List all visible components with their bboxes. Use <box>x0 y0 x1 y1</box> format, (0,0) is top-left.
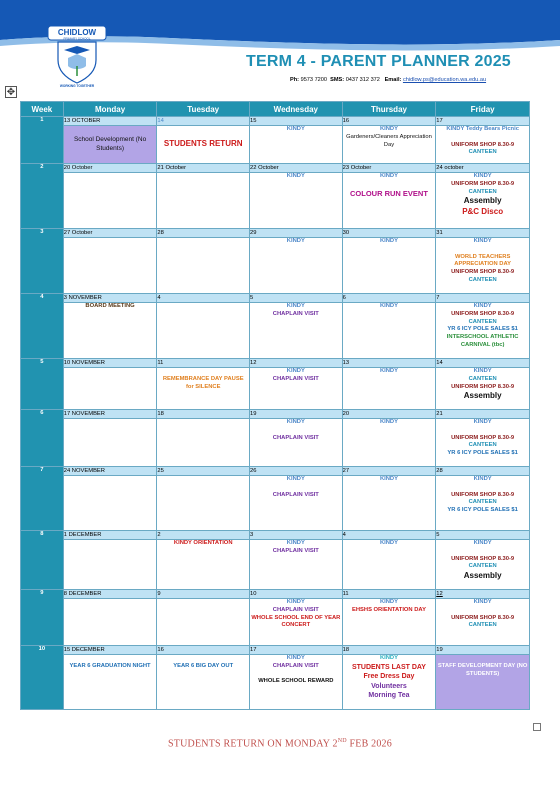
date-cell: 5 <box>436 531 530 540</box>
event-cell: KINDY <box>342 303 436 359</box>
event-cell: BOARD MEETING <box>63 303 157 359</box>
col-monday: Monday <box>63 102 157 117</box>
event-cell: KINDY CHAPLAIN VISIT WHOLE SCHOOL REWARD <box>250 655 343 710</box>
event-cell: KINDY <box>250 126 343 164</box>
footer-sup: ND <box>337 738 347 744</box>
date-cell: 28 <box>157 229 250 238</box>
email-link[interactable]: chidlow.ps@education.wa.edu.au <box>402 77 487 83</box>
date-cell: 18 <box>342 646 436 655</box>
contact-line <box>290 77 486 83</box>
event-cell: KINDY CANTEEN UNIFORM SHOP 8.30-9 Assembly <box>436 368 530 410</box>
event-cell: KINDY UNIFORM SHOP 8.30-9 CANTEEN YR 6 ICY POLE SALES $1 <box>436 419 530 467</box>
event-cell: STUDENTS RETURN <box>157 126 250 164</box>
date-cell: 26 <box>250 467 343 476</box>
event-cell: KINDY STUDENTS LAST DAY Free Dress Day Volunteers Morning Tea <box>342 655 436 710</box>
week-number: 4 <box>21 294 64 359</box>
date-row <box>21 117 530 126</box>
event-cell: KINDY <box>342 476 436 531</box>
event-cell: KINDY <box>342 238 436 294</box>
event-cell: KINDY WORLD TEACHERS APPRECIATION DAY UNIFORM SHOP 8.30-9 CANTEEN <box>436 238 530 294</box>
date-cell: 29 <box>250 229 343 238</box>
date-row <box>21 164 530 173</box>
event-cell <box>63 368 157 410</box>
header-row <box>21 102 530 117</box>
date-cell: 20 October <box>63 164 157 173</box>
date-cell: 12 <box>436 590 530 599</box>
event-row <box>21 599 530 646</box>
event-cell: KINDY CHAPLAIN VISIT WHOLE SCHOOL END OF YEAR CONCERT <box>250 599 343 646</box>
week-number: 8 <box>21 531 64 590</box>
date-cell: 8 DECEMBER <box>63 590 157 599</box>
phone-label: Ph: <box>290 77 300 83</box>
table-move-handle-icon[interactable]: ✥ <box>6 87 16 98</box>
event-row <box>21 238 530 294</box>
sms-label: SMS: <box>330 77 345 83</box>
event-cell: KINDY CHAPLAIN VISIT <box>250 419 343 467</box>
date-cell: 17 <box>250 646 343 655</box>
event-cell: KINDY UNIFORM SHOP 8.30-9 CANTEEN YR 6 ICY POLE SALES $1 INTERSCHOOL ATHLETIC CARNIVAL (tbc) <box>436 303 530 359</box>
date-cell: 15 DECEMBER <box>63 646 157 655</box>
date-cell: 22 October <box>250 164 343 173</box>
date-cell: 15 <box>250 117 343 126</box>
event-cell <box>157 419 250 467</box>
event-cell <box>157 599 250 646</box>
event-cell: KINDY UNIFORM SHOP 8.30-9 CANTEEN <box>436 599 530 646</box>
date-cell: 27 <box>342 467 436 476</box>
event-cell: KINDY ORIENTATION <box>157 540 250 590</box>
event-cell: KINDY <box>342 368 436 410</box>
event-cell: KINDY EHSHS ORIENTATION DAY <box>342 599 436 646</box>
event-row <box>21 173 530 229</box>
event-cell <box>157 238 250 294</box>
email-label: Email: <box>384 77 402 83</box>
week-number: 6 <box>21 410 64 467</box>
date-cell: 24 NOVEMBER <box>63 467 157 476</box>
week-number: 3 <box>21 229 64 294</box>
logo-school-name: CHIDLOW <box>57 28 97 37</box>
date-cell: 19 <box>436 646 530 655</box>
footer-prefix: STUDENTS RETURN ON MONDAY 2 <box>168 738 338 750</box>
date-cell: 13 OCTOBER <box>63 117 157 126</box>
event-row <box>21 540 530 590</box>
date-cell: 18 <box>157 410 250 419</box>
event-cell: KINDY UNIFORM SHOP 8.30-9 CANTEEN Assembly <box>436 540 530 590</box>
event-cell <box>63 419 157 467</box>
date-cell: 17 <box>436 117 530 126</box>
week-number: 9 <box>21 590 64 646</box>
date-cell: 3 NOVEMBER <box>63 294 157 303</box>
date-cell: 13 <box>342 359 436 368</box>
date-cell: 1 DECEMBER <box>63 531 157 540</box>
school-logo <box>46 24 108 88</box>
date-cell: 4 <box>342 531 436 540</box>
event-row <box>21 655 530 710</box>
event-cell <box>157 173 250 229</box>
date-cell: 5 <box>250 294 343 303</box>
date-cell: 17 NOVEMBER <box>63 410 157 419</box>
event-cell <box>63 540 157 590</box>
date-cell: 16 <box>342 117 436 126</box>
event-cell <box>157 303 250 359</box>
col-wednesday: Wednesday <box>250 102 343 117</box>
week-number: 2 <box>21 164 64 229</box>
date-cell: 11 <box>342 590 436 599</box>
event-row <box>21 368 530 410</box>
event-cell: KINDY UNIFORM SHOP 8.30-9 CANTEEN YR 6 ICY POLE SALES $1 <box>436 476 530 531</box>
col-friday: Friday <box>436 102 530 117</box>
date-row <box>21 590 530 599</box>
event-cell: YEAR 6 GRADUATION NIGHT <box>63 655 157 710</box>
week-number: 7 <box>21 467 64 531</box>
date-cell: 14 <box>157 117 250 126</box>
date-cell: 6 <box>342 294 436 303</box>
logo-school-sub: PRIMARY SCHOOL <box>63 36 91 41</box>
planner-table <box>20 101 530 710</box>
event-cell: STAFF DEVELOPMENT DAY (NO STUDENTS) <box>436 655 530 710</box>
event-cell: KINDY CHAPLAIN VISIT <box>250 368 343 410</box>
date-cell: 30 <box>342 229 436 238</box>
date-cell: 31 <box>436 229 530 238</box>
event-cell <box>63 599 157 646</box>
date-cell: 21 October <box>157 164 250 173</box>
date-cell: 24 october <box>436 164 530 173</box>
week-number: 1 <box>21 117 64 164</box>
footer-suffix: FEB 2026 <box>346 738 392 750</box>
event-cell: School Development (No Students) <box>63 126 157 164</box>
date-cell: 14 <box>436 359 530 368</box>
date-row <box>21 467 530 476</box>
event-cell: KINDY <box>342 419 436 467</box>
col-thursday: Thursday <box>342 102 436 117</box>
sms-value: 0437 312 372 <box>345 77 380 83</box>
logo-motto: WORKING TOGETHER <box>59 84 95 88</box>
date-cell: 20 <box>342 410 436 419</box>
event-row <box>21 126 530 164</box>
event-cell: KINDY <box>250 238 343 294</box>
event-row <box>21 476 530 531</box>
date-row <box>21 359 530 368</box>
date-cell: 10 NOVEMBER <box>63 359 157 368</box>
date-cell: 7 <box>436 294 530 303</box>
date-cell: 27 October <box>63 229 157 238</box>
date-cell: 21 <box>436 410 530 419</box>
date-cell: 23 October <box>342 164 436 173</box>
date-row <box>21 229 530 238</box>
date-row <box>21 294 530 303</box>
event-row <box>21 303 530 359</box>
event-cell: KINDY CHAPLAIN VISIT <box>250 476 343 531</box>
event-cell: KINDY Gardeners/Cleaners Appreciation Day <box>342 126 436 164</box>
date-row <box>21 531 530 540</box>
col-tuesday: Tuesday <box>157 102 250 117</box>
phone-value: 9573 7200 <box>300 77 328 83</box>
table-resize-handle[interactable] <box>533 723 541 731</box>
date-cell: 2 <box>157 531 250 540</box>
page-title: TERM 4 - PARENT PLANNER 2025 <box>246 53 511 70</box>
date-cell: 28 <box>436 467 530 476</box>
date-cell: 25 <box>157 467 250 476</box>
event-row <box>21 419 530 467</box>
date-cell: 3 <box>250 531 343 540</box>
event-cell: KINDY CHAPLAIN VISIT <box>250 540 343 590</box>
week-number: 5 <box>21 359 64 410</box>
date-cell: 10 <box>250 590 343 599</box>
event-cell: KINDY UNIFORM SHOP 8.30-9 CANTEEN Assembly P&C Disco <box>436 173 530 229</box>
event-cell: REMEMBRANCE DAY PAUSE for SILENCE <box>157 368 250 410</box>
date-cell: 9 <box>157 590 250 599</box>
footer-note <box>0 738 560 749</box>
event-cell: KINDY Teddy Bears Picnic UNIFORM SHOP 8.30-9 CANTEEN <box>436 126 530 164</box>
date-cell: 11 <box>157 359 250 368</box>
date-cell: 19 <box>250 410 343 419</box>
event-cell <box>157 476 250 531</box>
event-cell: KINDY <box>342 540 436 590</box>
event-cell: KINDY <box>250 173 343 229</box>
event-cell <box>63 238 157 294</box>
date-row <box>21 646 530 655</box>
event-cell <box>63 173 157 229</box>
date-cell: 4 <box>157 294 250 303</box>
event-cell <box>63 476 157 531</box>
event-cell: YEAR 6 BIG DAY OUT <box>157 655 250 710</box>
event-cell: KINDY COLOUR RUN EVENT <box>342 173 436 229</box>
event-cell: KINDY CHAPLAIN VISIT <box>250 303 343 359</box>
week-number: 10 <box>21 646 64 710</box>
col-week: Week <box>21 102 64 117</box>
date-row <box>21 410 530 419</box>
date-cell: 12 <box>250 359 343 368</box>
date-cell: 16 <box>157 646 250 655</box>
